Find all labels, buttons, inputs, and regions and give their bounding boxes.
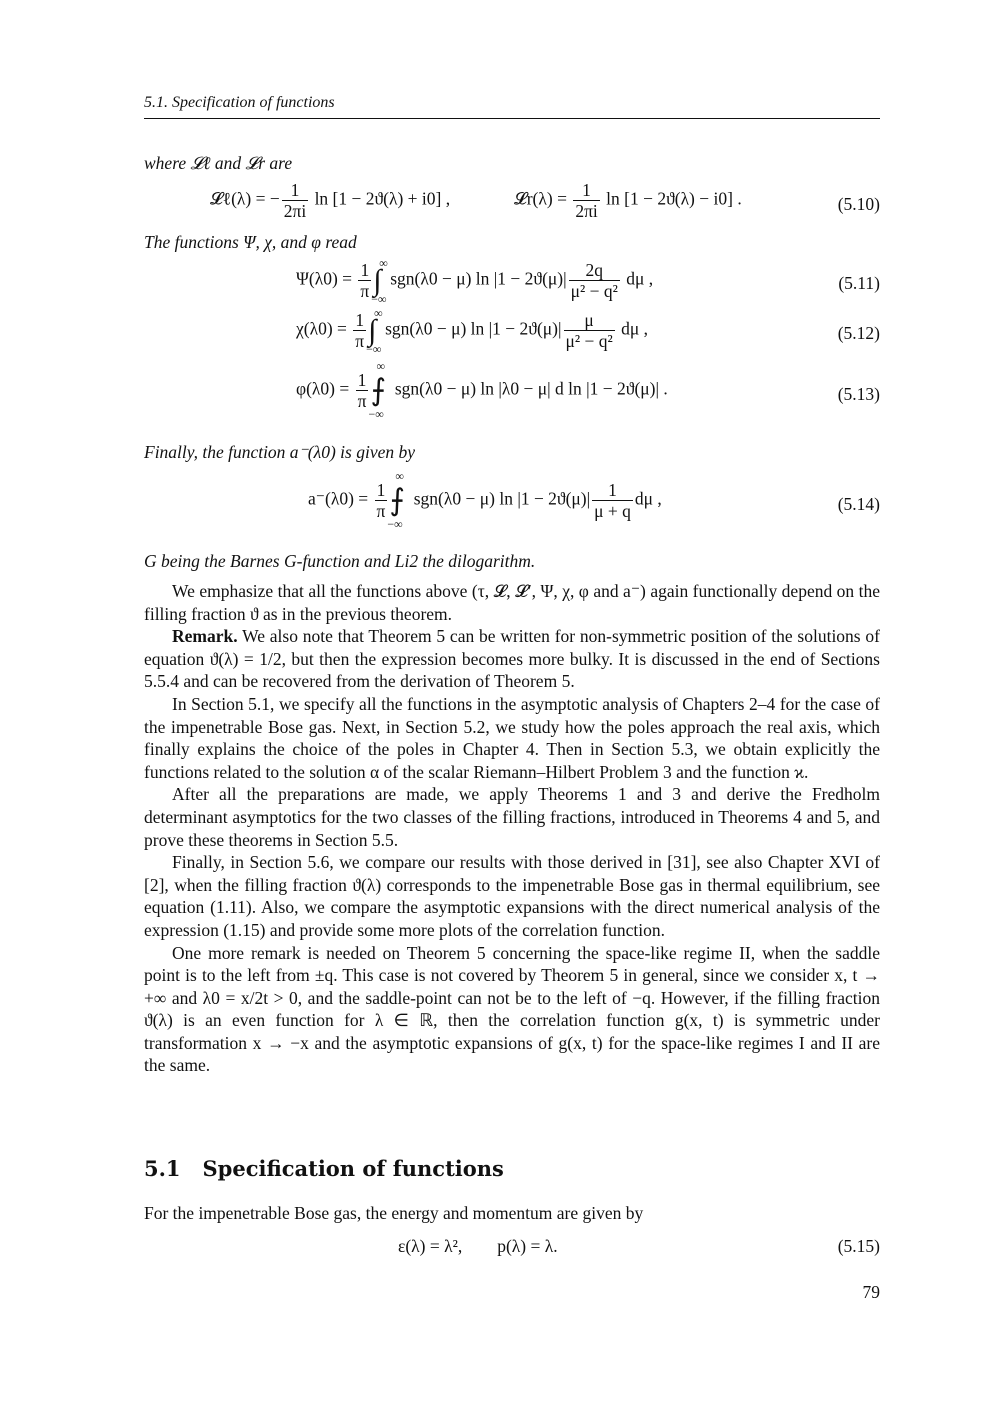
eq514-pre-num: 1 [375, 480, 388, 501]
barnes-text: G being the Barnes G-function and Li2 the dilogarithm. [144, 551, 536, 571]
principal-value-integral-sign: ⨍ ∞ −∞ [387, 469, 405, 531]
body-text [144, 580, 880, 1077]
eq515-number: (5.15) [837, 1236, 880, 1256]
equation-5-13 [296, 359, 668, 421]
eq512-frac-num: μ [564, 310, 615, 331]
equation-5-15 [398, 1236, 558, 1257]
eq513-int-upper: ∞ [376, 359, 386, 373]
eq514-integrand: sgn(λ0 − μ) ln |1 − 2ϑ(μ)| [413, 488, 591, 509]
page-number: 79 [862, 1282, 880, 1302]
paragraph-comparison: Finally, in Section 5.6, we compare our results with those derived in [31], see also Chapter XVI of [2], when the filling fraction ϑ(λ) corresponds to the impenetrable Bose gas in thermal equilibrium, see equation (1.11). Also, we compare the asymptotic expansions with the direct numerical analysis of the expression (1.15) and provide some more plots of the correlation function. [144, 852, 880, 940]
intro-where: where 𝓛ℓ and 𝓛r are [144, 153, 293, 173]
eq514-frac-num: 1 [592, 480, 633, 501]
equation-5-11 [296, 255, 654, 306]
paragraph-section-overview: In Section 5.1, we specify all the functions in the asymptotic analysis of Chapters 2–4 for the case of the impenetrable Bose gas. Next, in Section 5.2, we study how the poles approach the real axis, which finally explains the choice of the poles in Chapter 4. Then in Section 5.3, we obtain explicitly the functions related to the solution α of the scalar Riemann–Hilbert Problem 3 and the function ϰ. [144, 693, 880, 782]
eq514-int-upper: ∞ [395, 469, 404, 483]
eq510-left-lhs: 𝓛ℓ(λ) = − [210, 188, 280, 209]
eq514-frac [592, 480, 633, 521]
eq513-int-lower: −∞ [368, 407, 384, 421]
eq514-pre-frac [375, 480, 388, 521]
eq514-tail: dμ , [634, 488, 662, 509]
eq512-lhs: χ(λ0) = [296, 318, 347, 339]
eq512-pre-den: π [355, 331, 365, 351]
eq510-left-num: 1 [282, 180, 308, 201]
eq511-pre-den: π [360, 281, 370, 301]
paragraph-emphasize: We emphasize that all the functions above (τ, 𝓛, 𝓛′, Ψ, χ, φ and a⁻) again functionally depend on the filling fraction ϑ as in the previous theorem. [144, 581, 880, 624]
functions-read: The functions Ψ, χ, and φ read [144, 232, 357, 252]
eq510-right-lhs: 𝓛r(λ) = [514, 188, 567, 209]
eq511-tail: dμ , [626, 268, 654, 289]
eq511-number: (5.11) [838, 273, 880, 293]
eq513-lhs: φ(λ0) = [296, 378, 350, 399]
eq512-frac [564, 310, 615, 351]
remark-body: We also note that Theorem 5 can be written for non-symmetric position of the solutions of equation ϑ(λ) = 1/2, but then the expression becomes more bulky. It is discussed in the end of Sections 5.5.4 and can be recovered from the derivation of Theorem 5. [144, 626, 880, 692]
section-title: Specification of functions [202, 1156, 504, 1181]
eq511-frac-num: 2q [569, 260, 620, 281]
eq511-int-upper: ∞ [379, 255, 388, 270]
eq512-pre-num: 1 [353, 310, 366, 331]
equation-5-10-right [514, 180, 742, 221]
eq511-integrand: sgn(λ0 − μ) ln |1 − 2ϑ(μ)| [390, 268, 567, 289]
eq512-pre-frac [353, 310, 366, 351]
eq514-lhs: a⁻(λ0) = [308, 488, 369, 509]
section-number: 5.1 [144, 1156, 181, 1181]
eq513-pre-den: π [357, 391, 367, 411]
energy-text: For the impenetrable Bose gas, the energy and momentum are given by [144, 1203, 644, 1223]
eq512-int-lower: −∞ [366, 341, 382, 356]
running-head: 5.1. Specification of functions [144, 94, 880, 119]
eq512-int-upper: ∞ [374, 305, 383, 320]
remark-label: Remark. [172, 626, 238, 647]
eq512-number: (5.12) [837, 323, 880, 343]
eq510-number: (5.10) [837, 194, 880, 214]
eq510-left-frac [282, 180, 308, 221]
principal-value-integral-sign: ⨍ ∞ −∞ [368, 359, 387, 421]
paragraph-space-like-regime: One more remark is needed on Theorem 5 concerning the space-like regime II, when the saddle point is to the left from ±q. This case is not covered by Theorem 5 in general, since we consider x, t → +∞ and λ0 = x/2t > 0, and the saddle-point can not be to the left of −q. However, if the filling fraction ϑ(λ) is an even function for λ ∈ ℝ, then the correlation function g(x, t) is symmetric under transformation x → −x and the asymptotic expansions of g(x, t) for the space-like regimes I and II are the same. [144, 942, 880, 1076]
finally-text: Finally, the function a⁻(λ0) is given by [144, 442, 415, 462]
eq511-lhs: Ψ(λ0) = [296, 268, 353, 289]
eq514-pre-den: π [376, 501, 386, 521]
eq510-right-num: 1 [573, 180, 599, 201]
paragraph-preparations: After all the preparations are made, we apply Theorems 1 and 3 and derive the Fredholm determinant asymptotics for the two classes of the filling fractions, introduced in Theorems 4 and 5, and prove these theorems in Section 5.5. [144, 784, 880, 850]
eq513-number: (5.13) [837, 384, 880, 404]
eq513-integrand: sgn(λ0 − μ) ln |λ0 − μ| d ln |1 − 2ϑ(μ)| . [394, 378, 668, 399]
section-heading [144, 1156, 504, 1181]
eq514-int-lower: −∞ [387, 517, 403, 531]
eq510-right-den: 2πi [575, 201, 598, 221]
eq511-int-lower: −∞ [371, 291, 387, 306]
eq511-pre-num: 1 [358, 260, 371, 281]
eq513-pre-num: 1 [356, 370, 369, 391]
eq514-frac-den: μ + q [594, 501, 631, 521]
eq510-right-frac [573, 180, 599, 221]
eq510-left-rhs: ln [1 − 2ϑ(λ) + i0] , [314, 188, 451, 209]
paragraph-remark [144, 625, 880, 693]
integral-sign: ∫ ∞ −∞ [366, 305, 383, 356]
eq512-integrand: sgn(λ0 − μ) ln |1 − 2ϑ(μ)| [385, 318, 562, 339]
eq510-right-rhs: ln [1 − 2ϑ(λ) − i0] . [606, 188, 742, 209]
eq512-tail: dμ , [621, 318, 649, 339]
equation-5-12 [296, 305, 649, 356]
eq512-frac-den: μ² − q² [565, 331, 613, 351]
equation-5-14 [308, 469, 662, 531]
eq515-lhs: ε(λ) = λ², [398, 1236, 463, 1256]
eq511-frac [569, 260, 620, 301]
eq511-frac-den: μ² − q² [570, 281, 618, 301]
eq513-pre-frac [356, 370, 369, 411]
eq510-left-den: 2πi [283, 201, 307, 221]
integral-sign: ∫ ∞ −∞ [371, 255, 388, 306]
equation-5-10-left [210, 180, 450, 221]
eq515-rhs: p(λ) = λ. [497, 1236, 558, 1256]
eq514-number: (5.14) [837, 494, 880, 514]
eq511-pre-frac [358, 260, 371, 301]
